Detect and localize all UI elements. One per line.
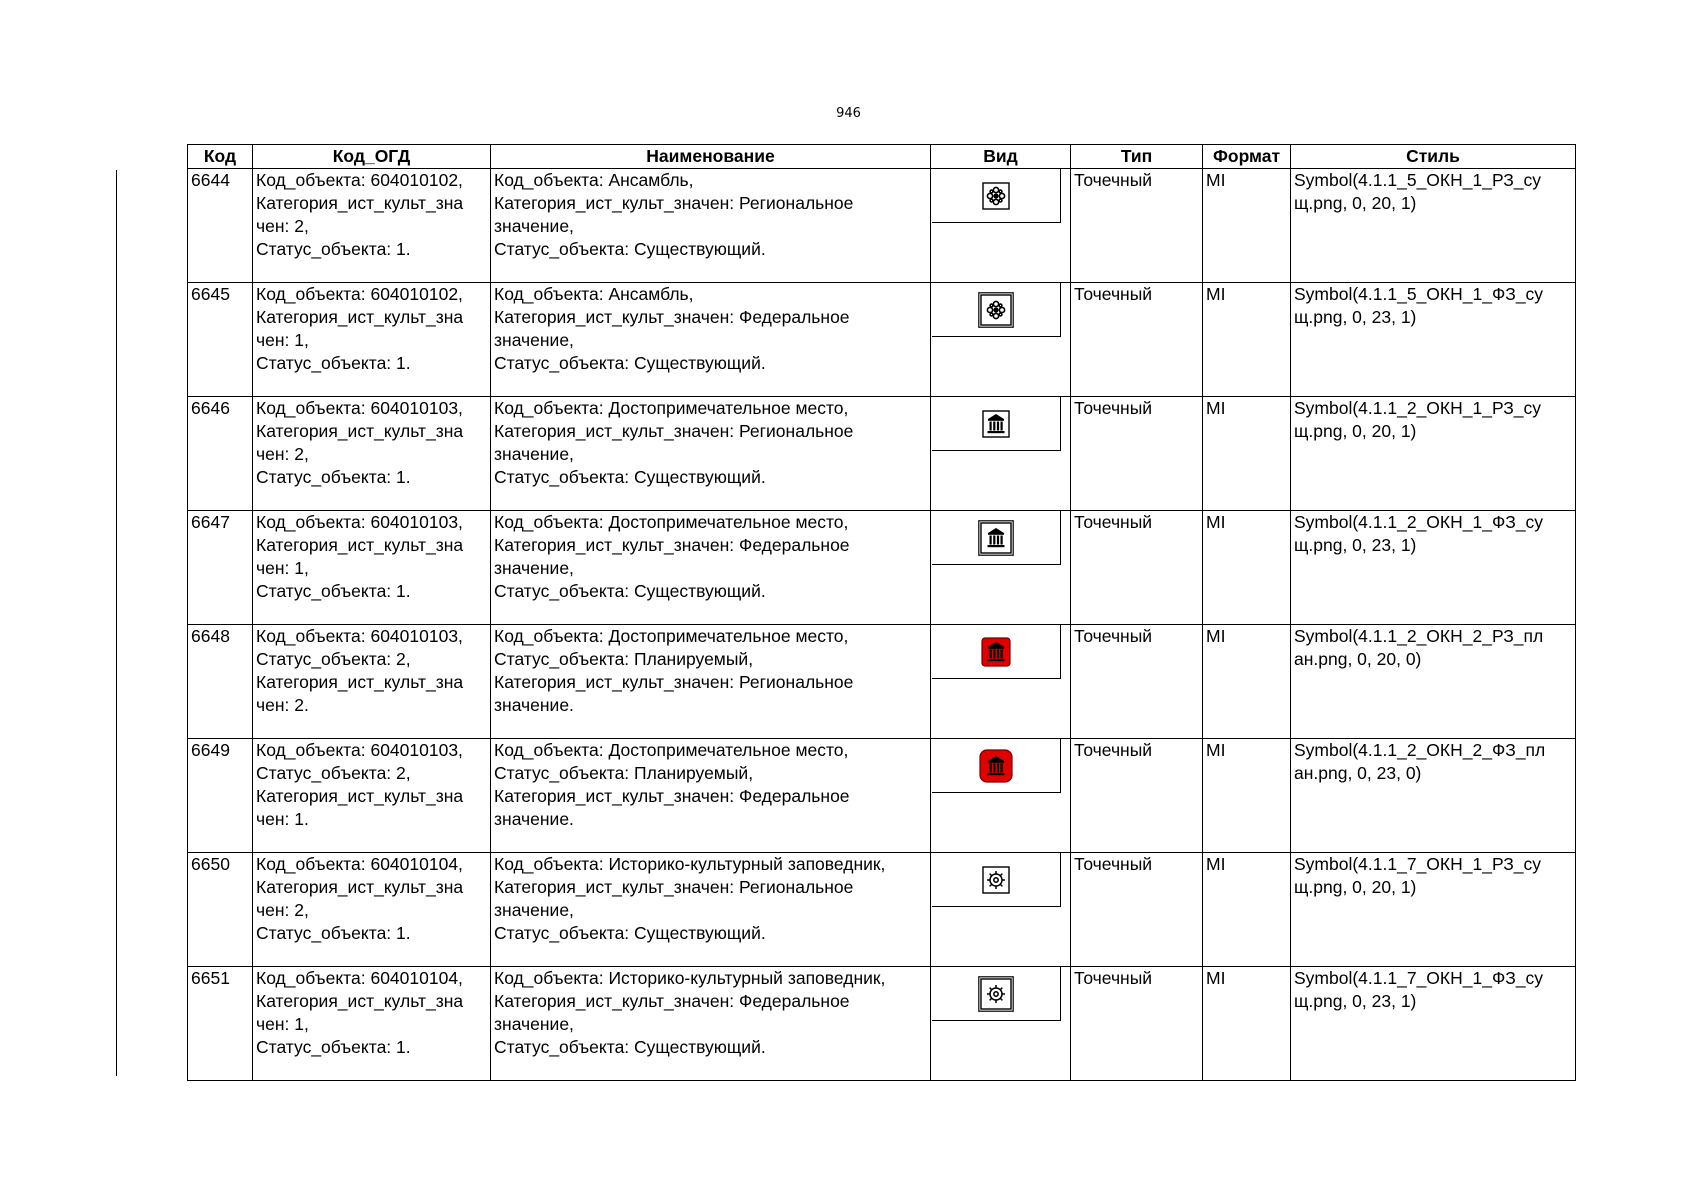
cell-type-text: Точечный (1074, 854, 1153, 874)
cell-code-ogd-text: Код_объекта: 604010103, Категория_ист_культ_зна чен: 2, Статус_объекта: 1. (256, 398, 464, 487)
cell-format (1203, 397, 1291, 511)
cell-name (491, 511, 931, 625)
table-row (188, 283, 1576, 397)
cell-code-ogd (253, 283, 491, 397)
cell-name (491, 853, 931, 967)
cell-code-text: 6649 (191, 740, 230, 760)
cell-type-text: Точечный (1074, 284, 1153, 304)
cell-code-ogd-text: Код_объекта: 604010103, Категория_ист_культ_зна чен: 1, Статус_объекта: 1. (256, 512, 464, 601)
cell-style (1291, 169, 1576, 283)
cell-style-text: Symbol(4.1.1_2_ОКН_1_РЗ_су щ.png, 0, 20, 1) (1294, 398, 1542, 441)
cell-format-text: MI (1206, 170, 1226, 190)
cell-type-text: Точечный (1074, 626, 1153, 646)
cell-name-text: Код_объекта: Ансамбль, Категория_ист_культ_значен: Региональное значение, Статус_объекта: Существующий. (494, 170, 854, 259)
cell-view (931, 283, 1071, 397)
header-view: Вид (931, 145, 1071, 169)
cell-style (1291, 511, 1576, 625)
cell-name (491, 397, 931, 511)
cell-format-text: MI (1206, 512, 1226, 532)
cell-format-text: MI (1206, 626, 1226, 646)
cell-type (1071, 853, 1203, 967)
cell-format-text: MI (1206, 398, 1226, 418)
cell-code (188, 853, 253, 967)
cell-code-text: 6646 (191, 398, 230, 418)
table-row (188, 625, 1576, 739)
cell-type-text: Точечный (1074, 968, 1153, 988)
cell-name (491, 625, 931, 739)
cell-format (1203, 283, 1291, 397)
cell-name-text: Код_объекта: Ансамбль, Категория_ист_культ_значен: Федеральное значение, Статус_объекта: Существующий. (494, 284, 850, 373)
cell-name-text: Код_объекта: Достопримечательное место, Категория_ист_культ_значен: Федеральное значение, Статус_объекта: Существующий. (494, 512, 850, 601)
header-format: Формат (1203, 145, 1291, 169)
cell-code-ogd-text: Код_объекта: 604010102, Категория_ист_культ_зна чен: 1, Статус_объекта: 1. (256, 284, 464, 373)
cell-style (1291, 625, 1576, 739)
cell-code-ogd (253, 967, 491, 1081)
cell-view (931, 511, 1071, 625)
cell-view (931, 739, 1071, 853)
cell-code (188, 967, 253, 1081)
table-row (188, 169, 1576, 283)
cell-type (1071, 169, 1203, 283)
cell-format-text: MI (1206, 968, 1226, 988)
cell-view (931, 397, 1071, 511)
landmark-regional-existing-icon (932, 397, 1061, 451)
cell-format (1203, 511, 1291, 625)
cell-code-text: 6644 (191, 170, 230, 190)
cell-code-ogd-text: Код_объекта: 604010104, Категория_ист_культ_зна чен: 1, Статус_объекта: 1. (256, 968, 464, 1057)
header-type: Тип (1071, 145, 1203, 169)
table-row (188, 967, 1576, 1081)
table-header-row (188, 145, 1576, 169)
cell-format-text: MI (1206, 740, 1226, 760)
cell-code (188, 511, 253, 625)
cell-format (1203, 853, 1291, 967)
ensemble-regional-existing-icon (932, 169, 1061, 223)
cell-name-text: Код_объекта: Достопримечательное место, Категория_ист_культ_значен: Региональное значение, Статус_объекта: Существующий. (494, 398, 854, 487)
cell-type (1071, 511, 1203, 625)
cell-style-text: Symbol(4.1.1_2_ОКН_1_ФЗ_су щ.png, 0, 23, 1) (1294, 512, 1544, 555)
cell-type (1071, 739, 1203, 853)
cell-format (1203, 739, 1291, 853)
table-row (188, 853, 1576, 967)
cell-code-ogd (253, 625, 491, 739)
cell-code-text: 6645 (191, 284, 230, 304)
cell-style-text: Symbol(4.1.1_5_ОКН_1_РЗ_су щ.png, 0, 20, 1) (1294, 170, 1542, 213)
cell-code (188, 283, 253, 397)
cell-style (1291, 967, 1576, 1081)
ensemble-federal-existing-icon (932, 283, 1061, 337)
cell-type (1071, 397, 1203, 511)
cell-format (1203, 625, 1291, 739)
cell-code-ogd-text: Код_объекта: 604010102, Категория_ист_культ_зна чен: 2, Статус_объекта: 1. (256, 170, 464, 259)
cell-name-text: Код_объекта: Историко-культурный заповедник, Категория_ист_культ_значен: Региональное значение, Статус_объекта: Существующий. (494, 854, 886, 943)
cell-type (1071, 625, 1203, 739)
landmark-federal-planned-icon (932, 739, 1061, 793)
cell-name (491, 967, 931, 1081)
cell-type (1071, 283, 1203, 397)
header-code-ogd: Код_ОГД (253, 145, 491, 169)
cell-format-text: MI (1206, 854, 1226, 874)
cell-code-text: 6651 (191, 968, 230, 988)
cell-view (931, 625, 1071, 739)
cell-code-ogd (253, 853, 491, 967)
table-row (188, 739, 1576, 853)
reserve-regional-existing-icon (932, 853, 1061, 907)
cell-style (1291, 283, 1576, 397)
header-style: Стиль (1291, 145, 1576, 169)
cell-style (1291, 397, 1576, 511)
cell-name (491, 169, 931, 283)
cell-code (188, 397, 253, 511)
cell-code (188, 625, 253, 739)
cell-style (1291, 853, 1576, 967)
cell-format (1203, 967, 1291, 1081)
header-name: Наименование (491, 145, 931, 169)
cell-name-text: Код_объекта: Историко-культурный заповедник, Категория_ист_культ_значен: Федеральное значение, Статус_объекта: Существующий. (494, 968, 886, 1057)
cell-format-text: MI (1206, 284, 1226, 304)
cell-type-text: Точечный (1074, 740, 1153, 760)
cell-format (1203, 169, 1291, 283)
reserve-federal-existing-icon (932, 967, 1061, 1021)
cell-code-ogd-text: Код_объекта: 604010103, Статус_объекта: 2, Категория_ист_культ_зна чен: 1. (256, 740, 464, 829)
cell-code-text: 6648 (191, 626, 230, 646)
cell-view (931, 967, 1071, 1081)
cell-code-ogd-text: Код_объекта: 604010103, Статус_объекта: 2, Категория_ист_культ_зна чен: 2. (256, 626, 464, 715)
cell-code (188, 169, 253, 283)
cell-name-text: Код_объекта: Достопримечательное место, Статус_объекта: Планируемый, Категория_ист_культ_значен: Региональное значение. (494, 626, 854, 715)
cell-code-ogd (253, 169, 491, 283)
cell-style-text: Symbol(4.1.1_2_ОКН_2_РЗ_пл ан.png, 0, 20, 0) (1294, 626, 1544, 669)
symbol-table (187, 144, 1576, 1081)
cell-code-text: 6650 (191, 854, 230, 874)
cell-name-text: Код_объекта: Достопримечательное место, Статус_объекта: Планируемый, Категория_ист_культ_значен: Федеральное значение. (494, 740, 850, 829)
cell-name (491, 283, 931, 397)
table-row (188, 397, 1576, 511)
cell-style (1291, 739, 1576, 853)
landmark-federal-existing-icon (932, 511, 1061, 565)
cell-type-text: Точечный (1074, 170, 1153, 190)
cell-view (931, 169, 1071, 283)
cell-code-ogd-text: Код_объекта: 604010104, Категория_ист_культ_зна чен: 2, Статус_объекта: 1. (256, 854, 464, 943)
page-number: 946 (836, 106, 861, 121)
header-code: Код (188, 145, 253, 169)
cell-type (1071, 967, 1203, 1081)
table-row (188, 511, 1576, 625)
cell-style-text: Symbol(4.1.1_7_ОКН_1_РЗ_су щ.png, 0, 20, 1) (1294, 854, 1542, 897)
margin-line (116, 170, 117, 1076)
cell-code-text: 6647 (191, 512, 230, 532)
cell-style-text: Symbol(4.1.1_5_ОКН_1_ФЗ_су щ.png, 0, 23, 1) (1294, 284, 1544, 327)
cell-view (931, 853, 1071, 967)
cell-type-text: Точечный (1074, 398, 1153, 418)
cell-code-ogd (253, 397, 491, 511)
cell-type-text: Точечный (1074, 512, 1153, 532)
cell-code-ogd (253, 511, 491, 625)
landmark-regional-planned-icon (932, 625, 1061, 679)
cell-style-text: Symbol(4.1.1_2_ОКН_2_ФЗ_пл ан.png, 0, 23, 0) (1294, 740, 1546, 783)
cell-name (491, 739, 931, 853)
cell-code (188, 739, 253, 853)
cell-style-text: Symbol(4.1.1_7_ОКН_1_ФЗ_су щ.png, 0, 23, 1) (1294, 968, 1544, 1011)
cell-code-ogd (253, 739, 491, 853)
